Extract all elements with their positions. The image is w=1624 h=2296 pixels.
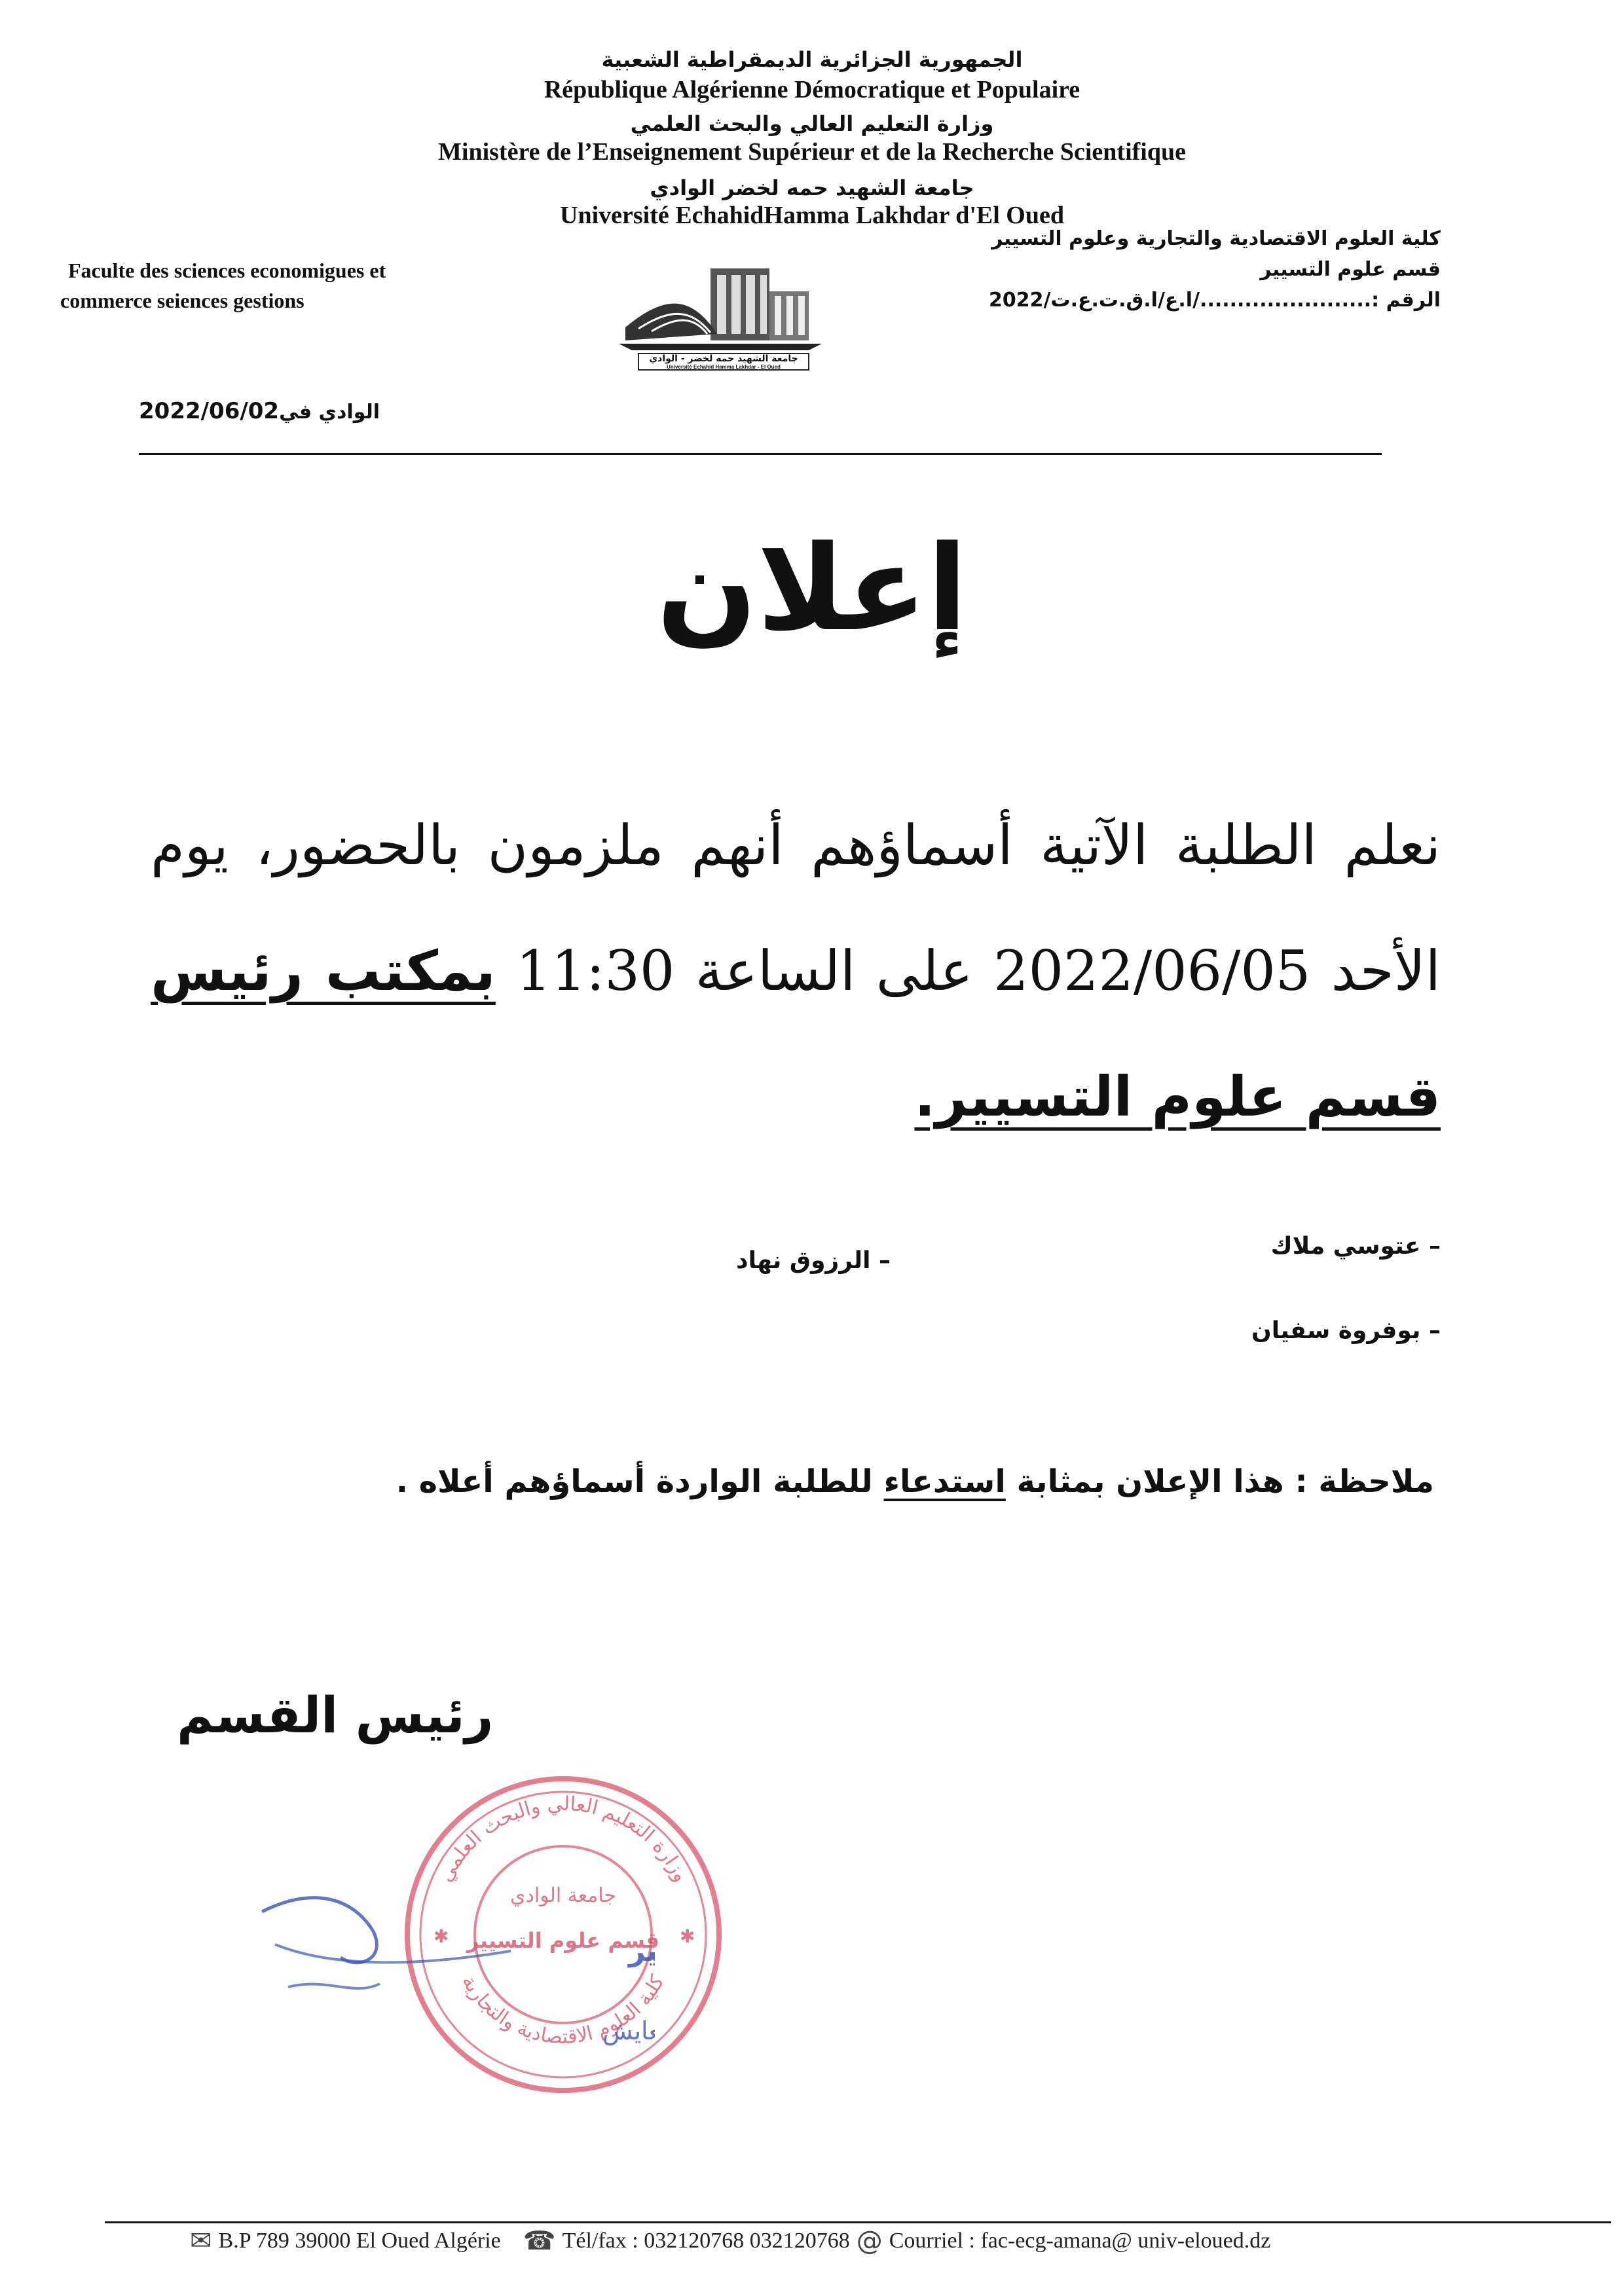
logo-name-fr: Université Echahid Hamma Lakhdar - El Oued bbox=[667, 364, 781, 370]
student-name: – عتوسي ملاك bbox=[1270, 1233, 1441, 1260]
signature-graphic bbox=[236, 1872, 655, 2082]
university-ar: جامعة الشهيد حمه لخضر الوادي bbox=[650, 175, 974, 200]
date-value: 2022/06/02 bbox=[139, 398, 280, 424]
body-intro: نعلم الطلبة الآتية أسماؤهم أنهم ملزمون بالحضور، يوم الأحد 2022/06/05 على الساعة 11:30 bbox=[151, 813, 1441, 1003]
signature-block bbox=[236, 1872, 655, 2082]
footer bbox=[190, 2226, 1598, 2256]
note-prefix: ملاحظة : هذا الإعلان بمثابة bbox=[1005, 1463, 1434, 1500]
announcement-body bbox=[151, 782, 1441, 1159]
university-fr: Université EchahidHamma Lakhdar d'El Oued bbox=[560, 202, 1064, 229]
faculty-fr bbox=[60, 255, 492, 316]
stamp-bottom-text: كلية العلوم الاقتصادية والتجارية bbox=[457, 1971, 669, 2049]
phone-icon: ☎ bbox=[523, 2226, 556, 2256]
date-prefix: الوادي في bbox=[279, 401, 380, 424]
header-divider bbox=[139, 453, 1382, 455]
footer-divider bbox=[105, 2221, 1611, 2223]
signature-line2: ايش bbox=[602, 2016, 649, 2045]
body-location: بمكتب رئيس قسم علوم التسيير. bbox=[151, 939, 1441, 1129]
ministry-ar: وزارة التعليم العالي والبحث العلمي bbox=[630, 111, 994, 136]
date-line bbox=[139, 398, 380, 424]
note-keyword: استدعاء bbox=[883, 1463, 1006, 1500]
republic-ar: الجمهورية الجزائرية الديمقراطية الشعبية bbox=[601, 47, 1023, 72]
mail-icon: ✉ bbox=[190, 2226, 212, 2256]
announcement-title: إعلان bbox=[656, 520, 968, 657]
stamp-star-icon: ✱ bbox=[434, 1925, 449, 1947]
university-logo bbox=[612, 255, 828, 380]
republic-fr: République Algérienne Démocratique et Populaire bbox=[544, 76, 1080, 103]
stamp-top-text: وزارة التعليم العالي والبحث العلمي bbox=[434, 1792, 693, 1886]
faculty-ar bbox=[969, 221, 1441, 318]
faculty-fr-line2: commerce seiences gestions bbox=[60, 289, 304, 312]
note-suffix: للطلبة الواردة أسماؤهم أعلاه . bbox=[396, 1463, 884, 1500]
signature-line1: ر bbox=[629, 1935, 647, 1968]
student-name: – بوفروة سفيان bbox=[1251, 1317, 1441, 1344]
faculty-fr-line1: Faculte des sciences economigues et bbox=[68, 259, 386, 282]
reference-number: الرقم :......................./ا.ع/ا.ق.ت.ع.ت/2022 bbox=[989, 289, 1441, 312]
stamp-center-text: قسم علوم التسيير bbox=[467, 1928, 659, 1953]
footer-phone: Tél/fax : 032120768 032120768 bbox=[562, 2229, 850, 2253]
student-name: – الرزوق نهاد bbox=[736, 1247, 891, 1274]
logo-name-ar: جامعة الشهيد حمه لخضر - الوادي bbox=[649, 354, 798, 364]
department-ar: قسم علوم التسيير bbox=[1260, 258, 1441, 281]
email-icon: @ bbox=[856, 2226, 883, 2256]
stamp-star-icon: ✱ bbox=[680, 1925, 695, 1947]
faculty-ar-name: كلية العلوم الاقتصادية والتجارية وعلوم التسيير bbox=[991, 227, 1441, 250]
note bbox=[190, 1453, 1434, 1510]
footer-email: Courriel : fac-ecg-amana@ univ-eloued.dz bbox=[889, 2229, 1271, 2253]
footer-address: B.P 789 39000 El Oued Algérie bbox=[218, 2229, 501, 2253]
ministry-fr: Ministère de l’Enseignement Supérieur et de la Recherche Scientifique bbox=[438, 138, 1186, 166]
department-head-title: رئيس القسم bbox=[177, 1686, 494, 1744]
stamp-university-text: جامعة الوادي bbox=[510, 1884, 616, 1907]
